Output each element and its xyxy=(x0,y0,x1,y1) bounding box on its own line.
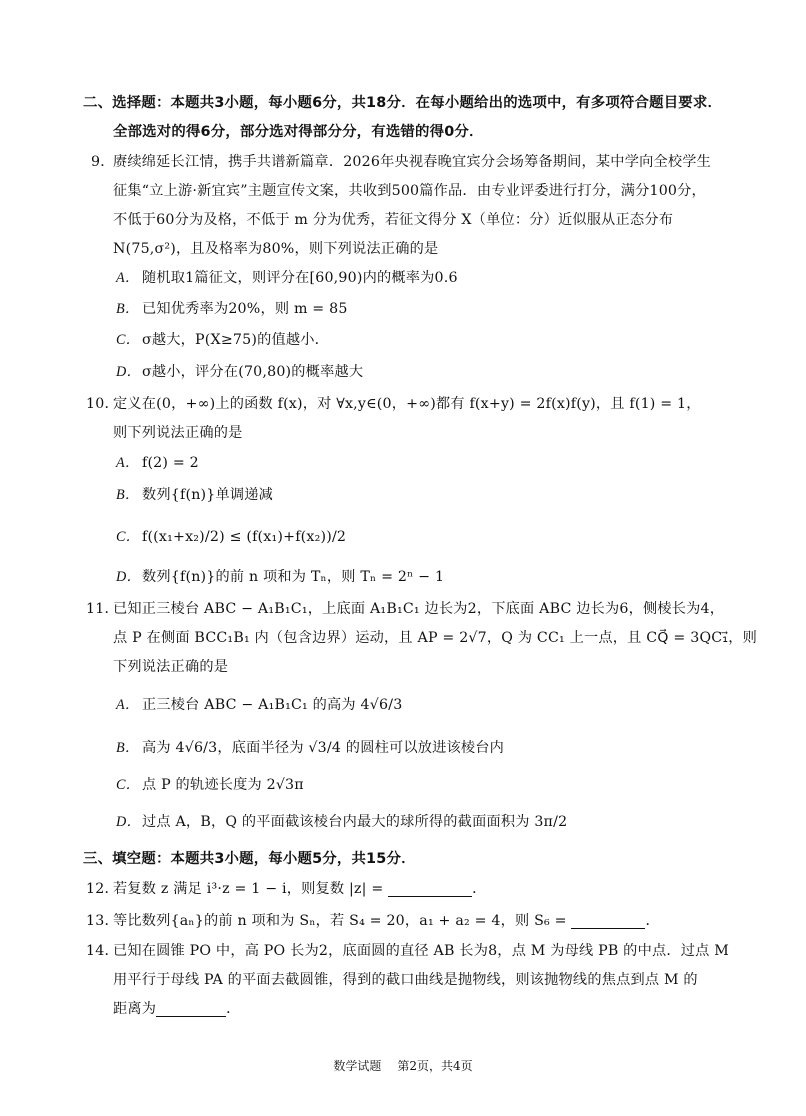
question-text-line: N(75,σ²)，且及格率为80%，则下列说法正确的是 xyxy=(113,241,439,257)
question-text-line: 定义在(0，+∞)上的函数 f(x)，对 ∀x,y∈(0，+∞)都有 f(x+y) = 2f(x)f(y)，且 f(1) = 1， xyxy=(113,396,701,412)
option-b: B． 已知优秀率为20%，则 m = 85 xyxy=(116,301,348,317)
option-d: D．过点 A，B，Q 的平面截该棱台内最大的球所得的截面面积为 3π/2 xyxy=(116,814,568,830)
option-a: A． f(2) = 2 xyxy=(116,455,199,471)
question-text-line: 赓续绵延长江情，携手共谱新篇章．2026年央视春晚宜宾分会场筹备期间，某中学向全校学生 xyxy=(113,154,712,170)
question-text-line: 则下列说法正确的是 xyxy=(113,425,243,441)
option-b: B． 数列{f(n)}单调递减 xyxy=(116,487,274,503)
answer-blank[interactable] xyxy=(388,880,472,897)
question-text-line: 征集“立上游·新宜宾”主题宣传文案，共收到500篇作品．由专业评委进行打分，满分100分， xyxy=(113,183,706,199)
question-number: 11． xyxy=(86,601,119,617)
question-text-line: 不低于60分为及格，不低于 m 分为优秀，若征文得分 X（单位：分）近似服从正态分布 xyxy=(113,212,674,228)
option-c: C． 点 P 的轨迹长度为 2√3π xyxy=(116,777,304,793)
question-text-line: 已知在圆锥 PO 中，高 PO 长为2，底面圆的直径 AB 长为8，点 M 为母线 PB 的中点．过点 M xyxy=(113,943,729,959)
question-text-line: 用平行于母线 PA 的平面去截圆锥，得到的截口曲线是抛物线，则该抛物线的焦点到点 M 的 xyxy=(113,972,698,988)
question-text: 等比数列{aₙ}的前 n 项和为 Sₙ，若 S₄ = 20，a₁ + a₂ = 4，则 S₆ = xyxy=(113,913,567,929)
section-header-multi-choice: 二、选择题：本题共3小题，每小题6分，共18分．在每小题给出的选项中，有多项符合题目要求． xyxy=(83,95,723,111)
option-c: C． σ越大，P(X≥75)的值越小． xyxy=(116,332,330,348)
footer-subject: 数学试题 xyxy=(333,1059,382,1073)
question-text-line: 下列说法正确的是 xyxy=(113,659,229,675)
question-number: 13． xyxy=(86,913,119,929)
question-number: 12． xyxy=(86,881,119,897)
section-header-multi-choice-scoring: 全部选对的得6分，部分选对得部分分，有选错的得0分． xyxy=(113,124,484,140)
question-number: 14． xyxy=(86,943,119,959)
page-footer xyxy=(0,1057,806,1075)
option-c: C． f((x₁+x₂)/2) ≤ (f(x₁)+f(x₂))/2 xyxy=(116,529,347,545)
option-a: A． 随机取1篇征文，则评分在[60,90)内的概率为0.6 xyxy=(116,270,458,286)
question-13: 13．等比数列{aₙ}的前 n 项和为 Sₙ，若 S₄ = 20，a₁ + a₂ = 4，则 S₆ = ． xyxy=(86,910,660,932)
question-text-line: 已知正三棱台 ABC − A₁B₁C₁，上底面 A₁B₁C₁ 边长为2，下底面 ABC 边长为6，侧棱长为4， xyxy=(113,601,725,617)
option-d: D．σ越小，评分在(70,80)的概率越大 xyxy=(116,364,364,380)
option-b: B． 高为 4√6/3，底面半径为 √3/4 的圆柱可以放进该棱台内 xyxy=(116,740,505,756)
question-12: 12．若复数 z 满足 i³·z = 1 − i，则复数 |z| = ． xyxy=(86,878,487,900)
option-d: D．数列{f(n)}的前 n 项和为 Tₙ，则 Tₙ = 2ⁿ − 1 xyxy=(116,569,445,585)
option-a: A． 正三棱台 ABC − A₁B₁C₁ 的高为 4√6/3 xyxy=(116,697,403,713)
answer-blank[interactable] xyxy=(156,1000,226,1017)
question-number: 10． xyxy=(86,396,119,412)
question-number: 9． xyxy=(91,154,115,170)
footer-page-number: 第2页，共4页 xyxy=(397,1059,473,1073)
question-text-line: 距离为 xyxy=(113,1001,157,1017)
question-text: 若复数 z 满足 i³·z = 1 − i，则复数 |z| = xyxy=(113,881,384,897)
question-text-line: 点 P 在侧面 BCC₁B₁ 内（包含边界）运动，且 AP = 2√7，Q 为 CC₁ 上一点，且 CQ⃗ = 3QC₁⃗，则 xyxy=(113,630,757,646)
answer-blank[interactable] xyxy=(571,912,645,929)
section-header-fill-blank: 三、填空题：本题共3小题，每小题5分，共15分． xyxy=(83,851,416,867)
